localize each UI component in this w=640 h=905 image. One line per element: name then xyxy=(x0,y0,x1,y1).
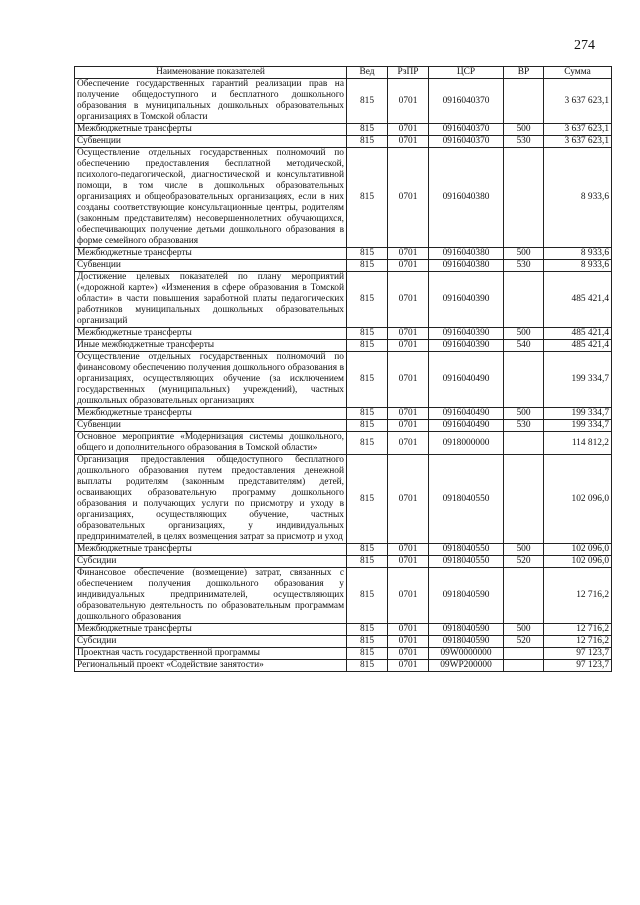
cell-csr: 0916040380 xyxy=(429,148,504,248)
cell-rzpr: 0701 xyxy=(388,455,429,544)
cell-csr: 0918000000 xyxy=(429,432,504,455)
cell-sum: 485 421,4 xyxy=(544,340,612,352)
cell-ved: 815 xyxy=(347,420,388,432)
cell-vr: 530 xyxy=(504,420,544,432)
table-row xyxy=(75,248,612,260)
cell-ved: 815 xyxy=(347,148,388,248)
cell-rzpr: 0701 xyxy=(388,340,429,352)
cell-csr: 0916040370 xyxy=(429,79,504,124)
cell-ved: 815 xyxy=(347,272,388,328)
cell-vr: 520 xyxy=(504,556,544,568)
cell-vr xyxy=(504,352,544,408)
cell-ved: 815 xyxy=(347,432,388,455)
cell-name: Осуществление отдельных государственных полномочий по финансовому обеспечению получения дошкольного образования в организациях, осуществляющих обучение (за исключением государственных (муниципальных) учреждений), частных дошкольных образовательных организациях xyxy=(75,352,347,408)
cell-name: Межбюджетные трансферты xyxy=(75,624,347,636)
cell-ved: 815 xyxy=(347,260,388,272)
table-row xyxy=(75,328,612,340)
cell-ved: 815 xyxy=(347,455,388,544)
table-row xyxy=(75,136,612,148)
table-row xyxy=(75,148,612,248)
cell-ved: 815 xyxy=(347,340,388,352)
cell-name: Осуществление отдельных государственных полномочий по обеспечению предоставления бесплатной методической, психолого-педагогической, диагностической и консультативной помощи, в том числе в дошкольных образовательных организациях и общеобразовательных организациях, если в них созданы соответствующие консультационные центры, родителям (законным представителям) несовершеннолетних обучающихся, обеспечивающих получение детьми дошкольного образования в форме семейного образования xyxy=(75,148,347,248)
cell-vr xyxy=(504,455,544,544)
cell-sum: 3 637 623,1 xyxy=(544,136,612,148)
cell-name: Субвенции xyxy=(75,420,347,432)
cell-name: Межбюджетные трансферты xyxy=(75,328,347,340)
cell-csr: 0916040380 xyxy=(429,248,504,260)
cell-rzpr: 0701 xyxy=(388,568,429,624)
cell-sum: 199 334,7 xyxy=(544,420,612,432)
table-row xyxy=(75,352,612,408)
cell-sum: 12 716,2 xyxy=(544,568,612,624)
cell-rzpr: 0701 xyxy=(388,328,429,340)
cell-csr: 0918040590 xyxy=(429,636,504,648)
cell-ved: 815 xyxy=(347,408,388,420)
table-row xyxy=(75,79,612,124)
cell-sum: 485 421,4 xyxy=(544,272,612,328)
cell-sum: 102 096,0 xyxy=(544,556,612,568)
header-vr: ВР xyxy=(504,67,544,79)
cell-rzpr: 0701 xyxy=(388,544,429,556)
cell-csr: 0918040550 xyxy=(429,544,504,556)
cell-ved: 815 xyxy=(347,352,388,408)
budget-table xyxy=(74,66,612,672)
cell-rzpr: 0701 xyxy=(388,420,429,432)
table-row xyxy=(75,455,612,544)
cell-ved: 815 xyxy=(347,328,388,340)
cell-name: Субсидии xyxy=(75,556,347,568)
cell-vr xyxy=(504,660,544,672)
cell-vr: 500 xyxy=(504,544,544,556)
cell-vr: 500 xyxy=(504,124,544,136)
cell-vr xyxy=(504,79,544,124)
cell-rzpr: 0701 xyxy=(388,124,429,136)
cell-rzpr: 0701 xyxy=(388,660,429,672)
cell-vr xyxy=(504,568,544,624)
cell-rzpr: 0701 xyxy=(388,272,429,328)
cell-vr: 520 xyxy=(504,636,544,648)
cell-vr xyxy=(504,648,544,660)
cell-vr: 530 xyxy=(504,136,544,148)
cell-rzpr: 0701 xyxy=(388,624,429,636)
cell-csr: 0916040490 xyxy=(429,408,504,420)
cell-csr: 0918040590 xyxy=(429,568,504,624)
table-row xyxy=(75,432,612,455)
cell-rzpr: 0701 xyxy=(388,136,429,148)
cell-sum: 102 096,0 xyxy=(544,455,612,544)
header-sum: Сумма xyxy=(544,67,612,79)
cell-ved: 815 xyxy=(347,648,388,660)
cell-ved: 815 xyxy=(347,556,388,568)
cell-csr: 0918040550 xyxy=(429,556,504,568)
cell-name: Межбюджетные трансферты xyxy=(75,248,347,260)
cell-csr: 0918040590 xyxy=(429,624,504,636)
cell-csr: 0916040390 xyxy=(429,328,504,340)
cell-sum: 114 812,2 xyxy=(544,432,612,455)
cell-name: Основное мероприятие «Модернизация системы дошкольного, общего и дополнительного образования в Томской области» xyxy=(75,432,347,455)
cell-vr: 500 xyxy=(504,328,544,340)
cell-csr: 0916040370 xyxy=(429,136,504,148)
cell-ved: 815 xyxy=(347,79,388,124)
cell-sum: 3 637 623,1 xyxy=(544,79,612,124)
cell-name: Субвенции xyxy=(75,136,347,148)
cell-rzpr: 0701 xyxy=(388,636,429,648)
cell-rzpr: 0701 xyxy=(388,432,429,455)
cell-csr: 0916040380 xyxy=(429,260,504,272)
cell-vr xyxy=(504,272,544,328)
cell-rzpr: 0701 xyxy=(388,408,429,420)
cell-name: Межбюджетные трансферты xyxy=(75,544,347,556)
cell-rzpr: 0701 xyxy=(388,79,429,124)
cell-name: Обеспечение государственных гарантий реализации прав на получение общедоступного и бесплатного дошкольного образования в муниципальных дошкольных образовательных организациях в Томской области xyxy=(75,79,347,124)
cell-rzpr: 0701 xyxy=(388,556,429,568)
cell-ved: 815 xyxy=(347,248,388,260)
cell-csr: 0916040370 xyxy=(429,124,504,136)
cell-csr: 0916040490 xyxy=(429,352,504,408)
cell-rzpr: 0701 xyxy=(388,148,429,248)
table-row xyxy=(75,340,612,352)
cell-csr: 0916040390 xyxy=(429,272,504,328)
table-row xyxy=(75,648,612,660)
cell-name: Иные межбюджетные трансферты xyxy=(75,340,347,352)
cell-name: Субвенции xyxy=(75,260,347,272)
table-row xyxy=(75,660,612,672)
cell-rzpr: 0701 xyxy=(388,648,429,660)
table-row xyxy=(75,124,612,136)
cell-vr: 500 xyxy=(504,248,544,260)
cell-name: Межбюджетные трансферты xyxy=(75,408,347,420)
cell-vr: 530 xyxy=(504,260,544,272)
cell-vr xyxy=(504,432,544,455)
cell-sum: 199 334,7 xyxy=(544,352,612,408)
cell-rzpr: 0701 xyxy=(388,352,429,408)
table-row xyxy=(75,568,612,624)
cell-ved: 815 xyxy=(347,568,388,624)
cell-sum: 97 123,7 xyxy=(544,660,612,672)
header-rzpr: РзПР xyxy=(388,67,429,79)
header-csr: ЦСР xyxy=(429,67,504,79)
table-row xyxy=(75,544,612,556)
cell-vr xyxy=(504,148,544,248)
cell-csr: 0916040390 xyxy=(429,340,504,352)
cell-csr: 0918040550 xyxy=(429,455,504,544)
cell-sum: 3 637 623,1 xyxy=(544,124,612,136)
table-row xyxy=(75,556,612,568)
cell-csr: 0916040490 xyxy=(429,420,504,432)
header-row xyxy=(75,67,612,79)
cell-vr: 500 xyxy=(504,408,544,420)
cell-sum: 12 716,2 xyxy=(544,624,612,636)
cell-rzpr: 0701 xyxy=(388,248,429,260)
cell-name: Межбюджетные трансферты xyxy=(75,124,347,136)
cell-rzpr: 0701 xyxy=(388,260,429,272)
cell-name: Субсидии xyxy=(75,636,347,648)
cell-name: Финансовое обеспечение (возмещение) затрат, связанных с обеспечением получения дошкольного образования у индивидуальных предпринимателей, осуществляющих образовательную деятельность по образовательным программам дошкольного образования xyxy=(75,568,347,624)
cell-sum: 8 933,6 xyxy=(544,260,612,272)
cell-ved: 815 xyxy=(347,636,388,648)
cell-ved: 815 xyxy=(347,136,388,148)
page-number: 274 xyxy=(574,38,595,53)
table-row xyxy=(75,408,612,420)
cell-sum: 199 334,7 xyxy=(544,408,612,420)
header-ved: Вед xyxy=(347,67,388,79)
table-row xyxy=(75,420,612,432)
table-row xyxy=(75,624,612,636)
header-name: Наименование показателей xyxy=(75,67,347,79)
cell-ved: 815 xyxy=(347,660,388,672)
cell-sum: 12 716,2 xyxy=(544,636,612,648)
cell-csr: 09WP200000 xyxy=(429,660,504,672)
cell-vr: 500 xyxy=(504,624,544,636)
cell-ved: 815 xyxy=(347,624,388,636)
cell-name: Региональный проект «Содействие занятости» xyxy=(75,660,347,672)
cell-sum: 485 421,4 xyxy=(544,328,612,340)
cell-csr: 09W0000000 xyxy=(429,648,504,660)
cell-ved: 815 xyxy=(347,124,388,136)
cell-name: Проектная часть государственной программы xyxy=(75,648,347,660)
cell-sum: 8 933,6 xyxy=(544,148,612,248)
table-row xyxy=(75,272,612,328)
cell-vr: 540 xyxy=(504,340,544,352)
table-row xyxy=(75,260,612,272)
cell-name: Организация предоставления общедоступного бесплатного дошкольного образования путем предоставления денежной выплаты родителям (законным представителям) детей, осваивающих образовательную программу дошкольного образования и получающих услуги по присмотру и уходу в организациях, осуществляющих обучение, частных образовательных организациях, у индивидуальных предпринимателей, в целях возмещения затрат за присмотр и уход xyxy=(75,455,347,544)
cell-sum: 102 096,0 xyxy=(544,544,612,556)
cell-name: Достижение целевых показателей по плану мероприятий («дорожной карте») «Изменения в сфере образования в Томской области» в части повышения заработной платы педагогических работников муниципальных дошкольных образовательных организаций xyxy=(75,272,347,328)
cell-sum: 97 123,7 xyxy=(544,648,612,660)
cell-ved: 815 xyxy=(347,544,388,556)
cell-sum: 8 933,6 xyxy=(544,248,612,260)
table-row xyxy=(75,636,612,648)
